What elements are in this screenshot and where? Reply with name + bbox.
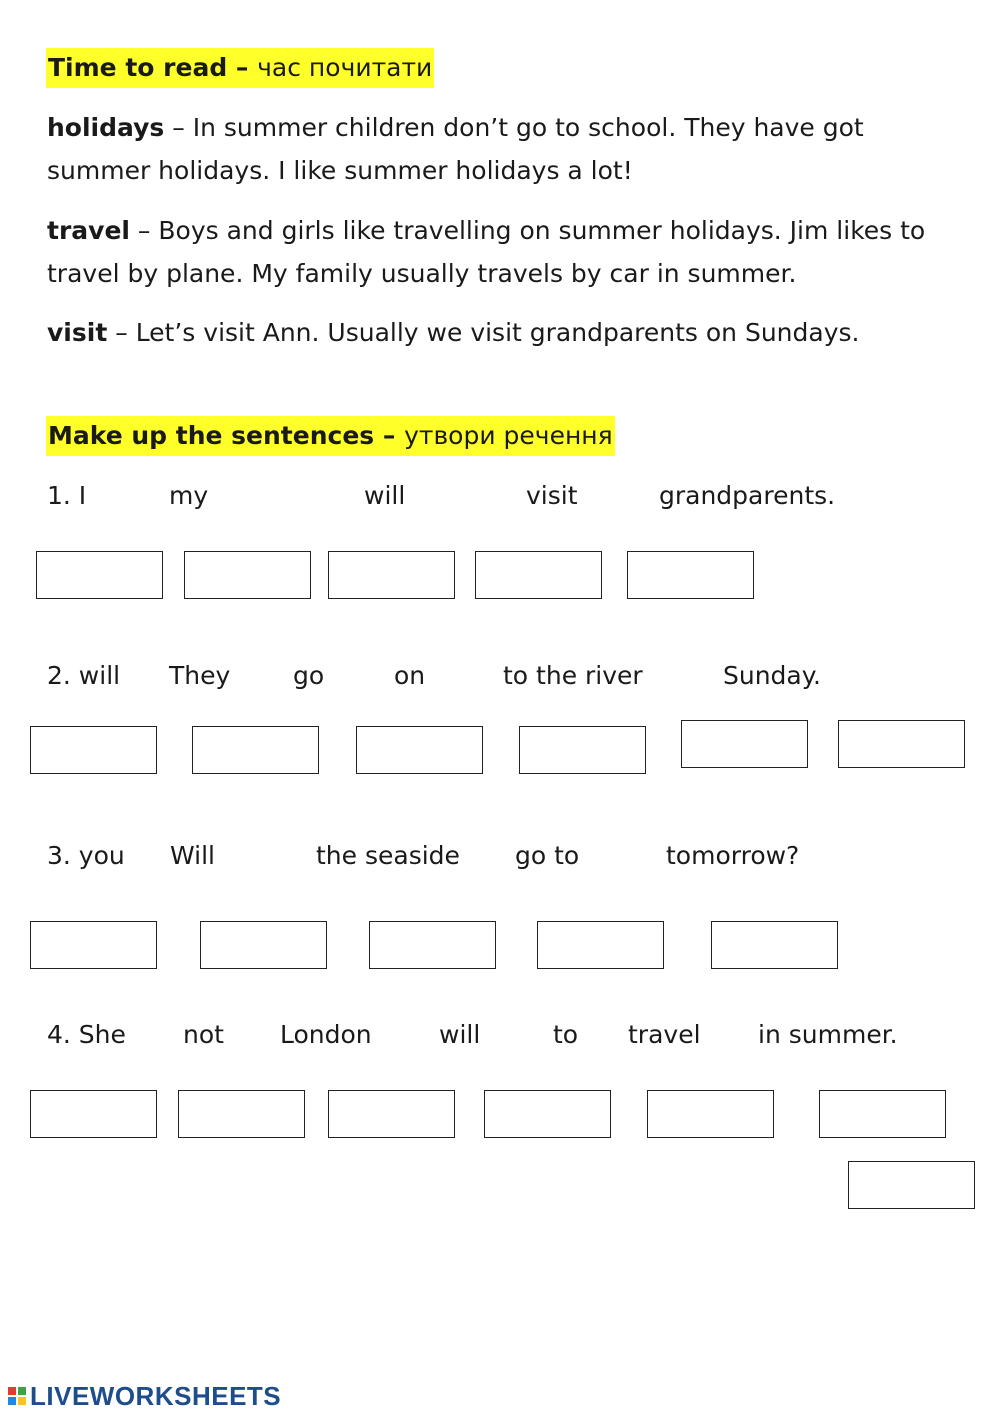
word-chip: will	[439, 1020, 481, 1049]
word-chip: 1. I	[47, 481, 87, 510]
entry-holidays: holidays – In summer children don’t go to school. They have got summer holidays. I like summer holidays a lot!	[47, 113, 864, 185]
answer-box[interactable]	[711, 921, 838, 969]
answer-box[interactable]	[475, 551, 602, 599]
answer-box[interactable]	[328, 1090, 455, 1138]
answer-box[interactable]	[369, 921, 496, 969]
entry-term: travel	[47, 216, 130, 245]
word-chip: 2. will	[47, 661, 121, 690]
logo-block	[18, 1397, 26, 1405]
answer-box[interactable]	[356, 726, 483, 774]
word-chip: 4. She	[47, 1020, 126, 1049]
word-chip: to	[553, 1020, 579, 1049]
answer-box[interactable]	[627, 551, 754, 599]
entry-travel: travel – Boys and girls like travelling on summer holidays. Jim likes to travel by plane. My family usually travels by car in summer.	[47, 216, 926, 288]
answer-box[interactable]	[200, 921, 327, 969]
word-chip: 3. you	[47, 841, 125, 870]
liveworksheets-logo	[8, 1382, 281, 1410]
word-chip: Will	[170, 841, 216, 870]
word-chip: the seaside	[316, 841, 460, 870]
reading-heading: Time to read – час почитати	[46, 48, 434, 88]
answer-box[interactable]	[192, 726, 319, 774]
word-chip: tomorrow?	[666, 841, 800, 870]
entry-text: In summer children don’t go to school. They have got summer holidays. I like summer holidays a lot!	[47, 113, 864, 185]
word-chip: in summer.	[758, 1020, 898, 1049]
word-chip: visit	[526, 481, 578, 510]
word-chip: to the river	[503, 661, 643, 690]
word-chip: my	[169, 481, 209, 510]
word-chip: grandparents.	[659, 481, 836, 510]
entry-visit: visit – Let’s visit Ann. Usually we visit grandparents on Sundays.	[47, 318, 860, 347]
reading-heading-ua: час почитати	[257, 53, 433, 82]
answer-box[interactable]	[838, 720, 965, 768]
entry-text: Boys and girls like travelling on summer holidays. Jim likes to travel by plane. My family usually travels by car in summer.	[47, 216, 926, 288]
answer-box[interactable]	[647, 1090, 774, 1138]
answer-box[interactable]	[519, 726, 646, 774]
answer-box[interactable]	[36, 551, 163, 599]
logo-blocks-icon	[8, 1387, 26, 1405]
entry-term: visit	[47, 318, 108, 347]
answer-box[interactable]	[681, 720, 808, 768]
answer-box[interactable]	[184, 551, 311, 599]
entry-term: holidays	[47, 113, 165, 142]
answer-box[interactable]	[178, 1090, 305, 1138]
word-chip: London	[280, 1020, 372, 1049]
word-chip: Sunday.	[723, 661, 821, 690]
word-chip: travel	[628, 1020, 701, 1049]
answer-box[interactable]	[328, 551, 455, 599]
answer-box[interactable]	[30, 1090, 157, 1138]
logo-text: LIVEWORKSHEETS	[30, 1380, 282, 1411]
word-chip: on	[394, 661, 426, 690]
logo-block	[8, 1387, 16, 1395]
answer-box[interactable]	[819, 1090, 946, 1138]
word-chip: go	[293, 661, 325, 690]
word-chip: not	[183, 1020, 224, 1049]
answer-box[interactable]	[484, 1090, 611, 1138]
answer-box[interactable]	[848, 1161, 975, 1209]
logo-block	[8, 1397, 16, 1405]
exercise-heading-ua: утвори речення	[404, 421, 613, 450]
answer-box[interactable]	[537, 921, 664, 969]
word-chip: They	[169, 661, 231, 690]
word-chip: will	[364, 481, 406, 510]
entry-text: Let’s visit Ann. Usually we visit grandparents on Sundays.	[135, 318, 860, 347]
exercise-heading: Make up the sentences – утвори речення	[46, 416, 615, 456]
reading-heading-en: Time to read	[48, 53, 228, 82]
logo-block	[18, 1387, 26, 1395]
answer-box[interactable]	[30, 921, 157, 969]
exercise-heading-en: Make up the sentences	[48, 421, 375, 450]
word-chip: go to	[515, 841, 580, 870]
answer-box[interactable]	[30, 726, 157, 774]
